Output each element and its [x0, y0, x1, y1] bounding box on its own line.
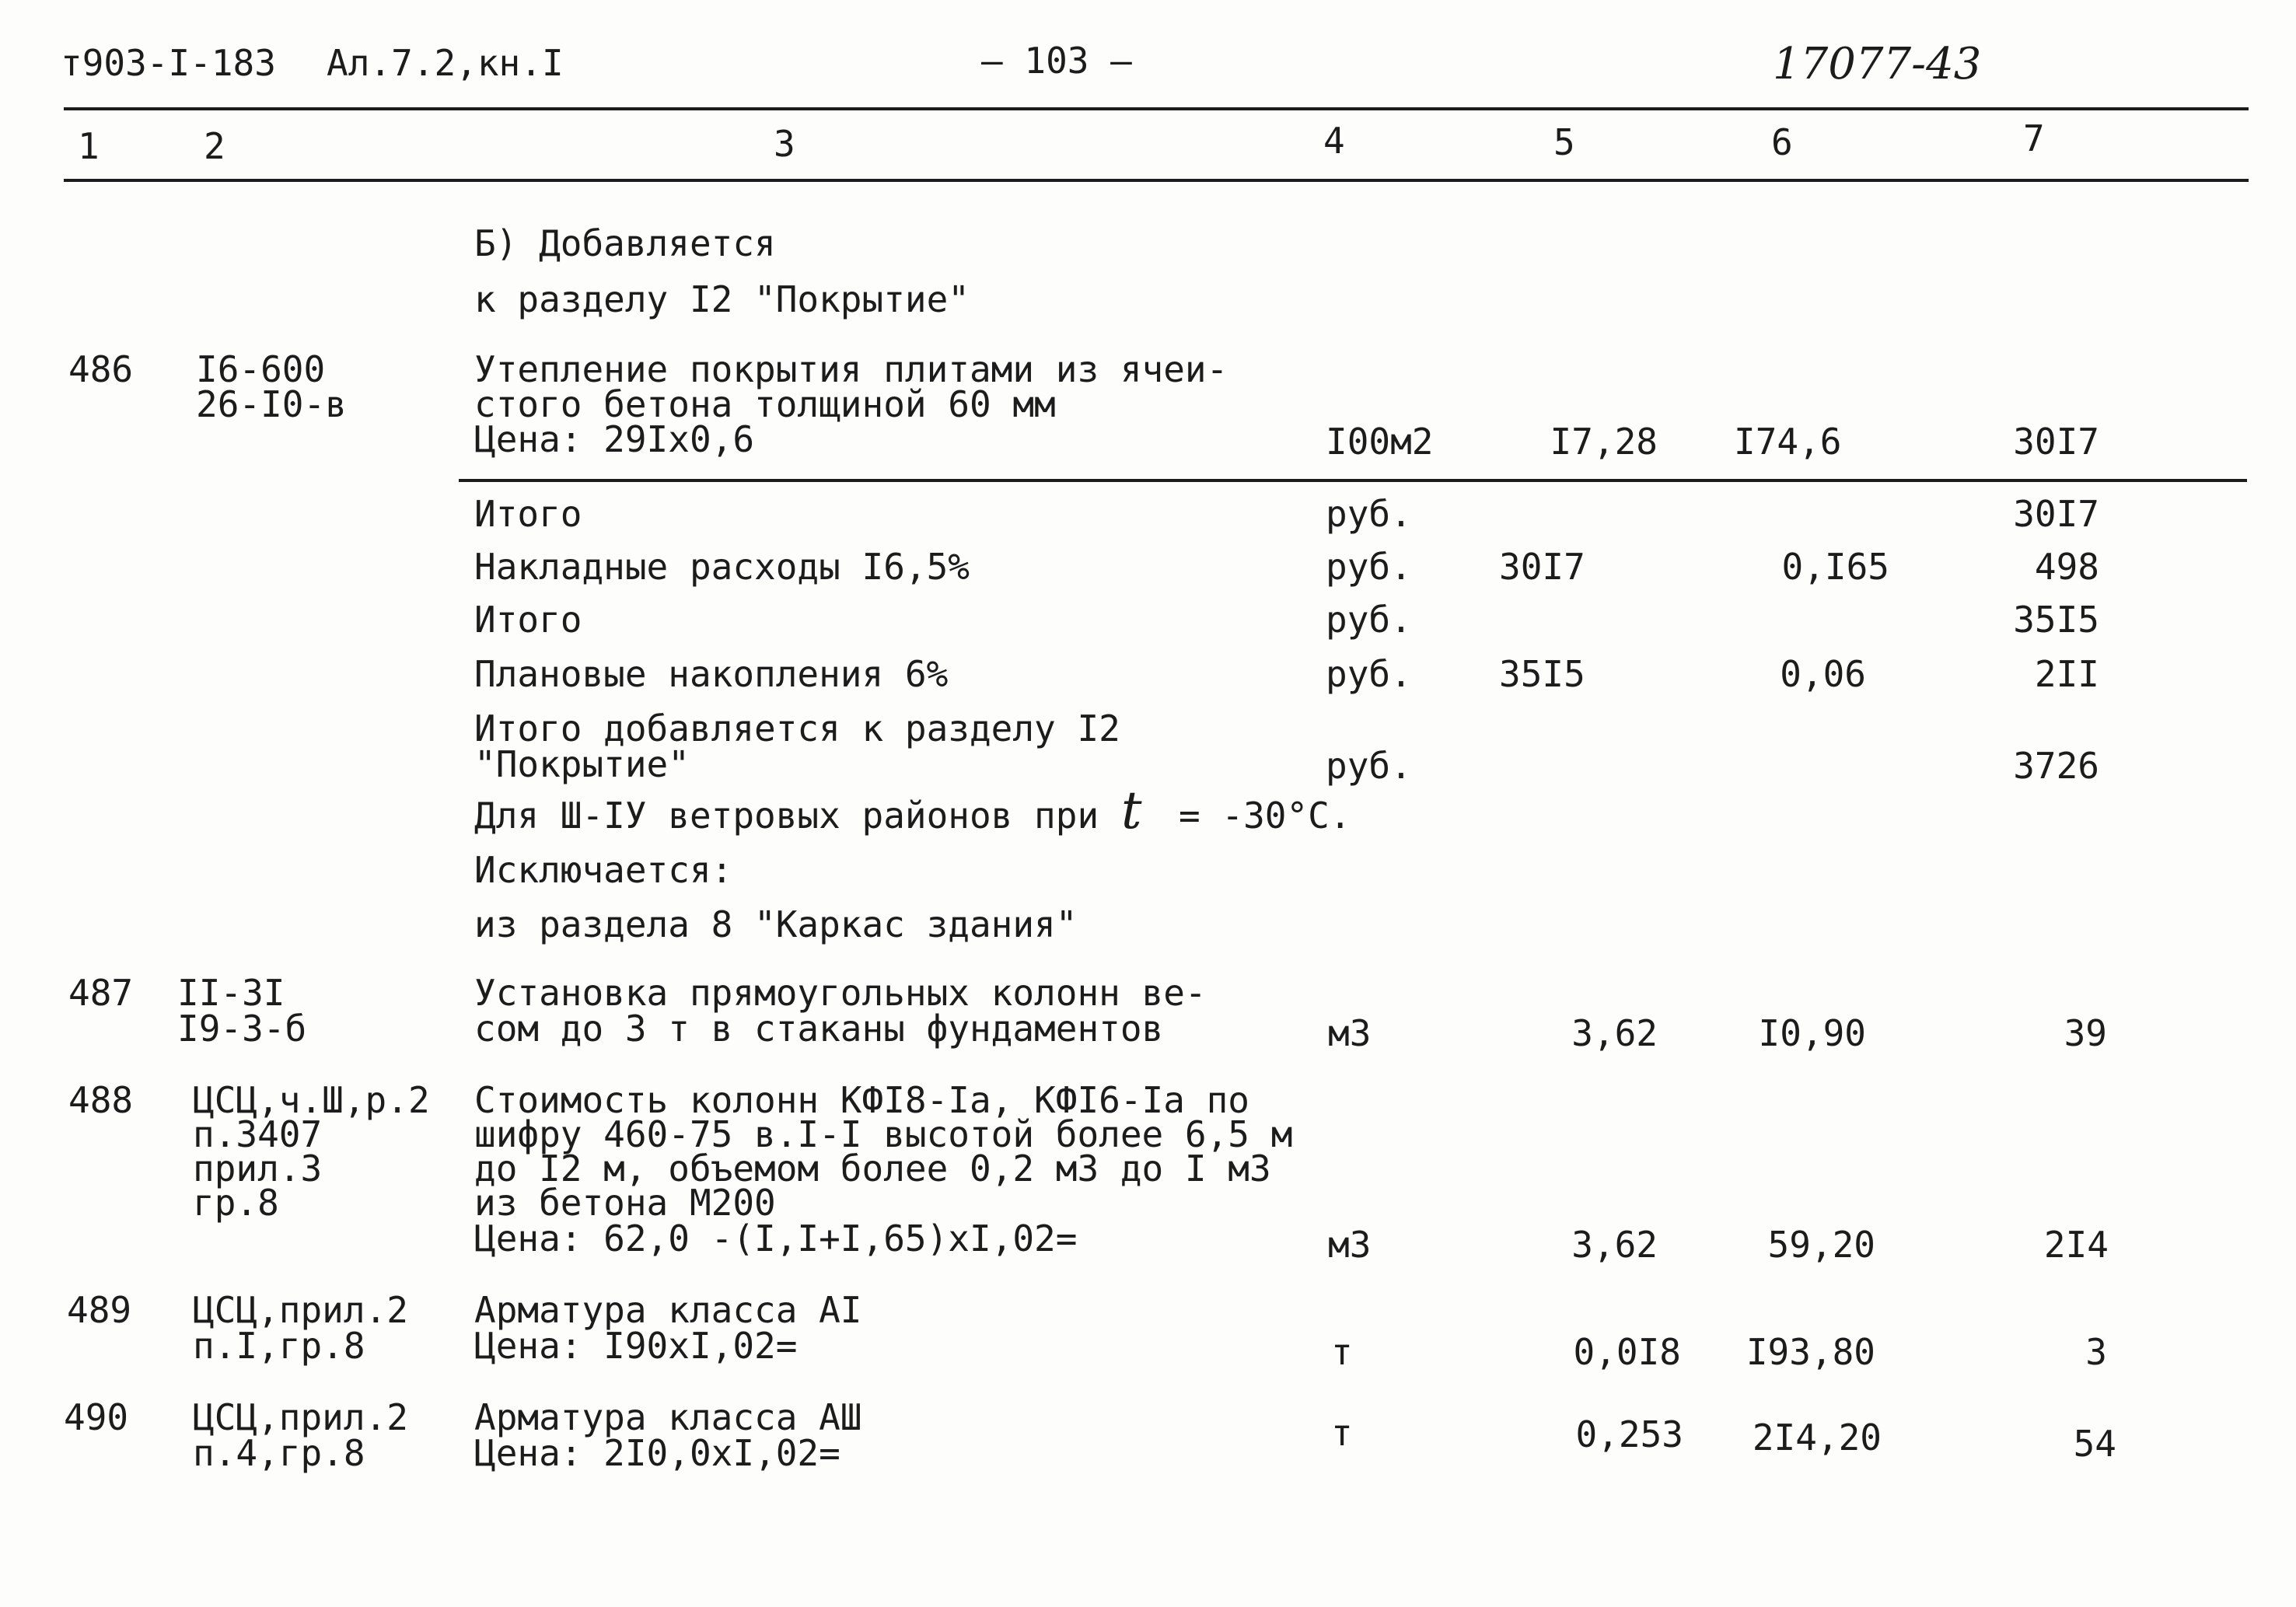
item-unit: т	[1331, 1412, 1353, 1454]
summary-grand-total: 3726	[2013, 745, 2099, 787]
item-code-line: п.4,гр.8	[193, 1432, 365, 1474]
document-code: т903-I-183	[61, 42, 276, 84]
item-description-line: Стоимость колонн КФI8-Iа, КФI6-Iа по	[474, 1079, 1249, 1121]
item-code-line: I9-3-б	[177, 1008, 307, 1050]
excluded-subtitle: из раздела 8 "Каркас здания"	[474, 903, 1078, 945]
section-subtitle: к разделу I2 "Покрытие"	[474, 278, 970, 320]
summary-quantity: 30I7	[1499, 546, 1585, 588]
summary-label: Плановые накопления 6%	[474, 653, 949, 695]
item-total: 39	[2064, 1012, 2107, 1054]
item-price-formula: Цена: I90хI,02=	[474, 1325, 798, 1367]
summary-unit: руб.	[1326, 653, 1412, 695]
column-number-6: 6	[1771, 121, 1793, 163]
item-quantity: 0,253	[1575, 1413, 1683, 1455]
item-unit-price: I0,90	[1758, 1012, 1866, 1054]
wind-note-temperature: = -30°С.	[1179, 795, 1351, 837]
summary-rule	[459, 479, 2247, 482]
column-number-7: 7	[2023, 117, 2045, 159]
item-quantity: 3,62	[1571, 1224, 1658, 1266]
item-description-line: до I2 м, объемом более 0,2 м3 до I м3	[474, 1148, 1271, 1190]
item-description-line: сом до 3 т в стаканы фундаментов	[474, 1008, 1164, 1050]
item-unit: т	[1331, 1331, 1353, 1373]
item-quantity: 0,0I8	[1573, 1331, 1681, 1373]
item-code-line: I6-600	[196, 348, 326, 390]
item-description-line: Утепление покрытия плитами из ячеи-	[474, 348, 1228, 390]
item-code-line: п.3407	[193, 1113, 323, 1155]
item-code-line: 26-I0-в	[196, 383, 347, 425]
item-unit-price: 2I4,20	[1752, 1417, 1882, 1459]
item-price-formula: Цена: 29Iх0,6	[474, 418, 755, 460]
summary-rate: 0,I65	[1781, 546, 1889, 588]
summary-unit: руб.	[1326, 546, 1412, 588]
item-price-formula: Цена: 62,0 -(I,I+I,65)хI,02=	[474, 1217, 1078, 1259]
item-unit-price: I93,80	[1746, 1331, 1875, 1373]
column-number-1: 1	[78, 125, 100, 167]
summary-unit: руб.	[1326, 599, 1412, 641]
summary-total: 35I5	[2013, 599, 2099, 641]
summary-label: Итого	[474, 599, 582, 641]
column-number-5: 5	[1553, 121, 1575, 163]
summary-total: 30I7	[2013, 493, 2099, 535]
summary-unit: руб.	[1326, 493, 1412, 535]
archive-number: 17077-43	[1773, 39, 1982, 89]
item-number: 490	[64, 1396, 129, 1438]
summary-label: Итого	[474, 493, 582, 535]
summary-quantity: 35I5	[1499, 653, 1585, 695]
item-total: 30I7	[2013, 421, 2099, 463]
item-description-line: из бетона М200	[474, 1182, 776, 1224]
summary-total-unit: руб.	[1326, 745, 1412, 787]
item-description-line: шифру 460-75 в.I-I высотой более 6,5 м	[474, 1113, 1293, 1155]
wind-note-text: Для Ш-IУ ветровых районов при	[474, 795, 1099, 837]
item-code-line: ЦСЦ,прил.2	[193, 1289, 408, 1331]
album-reference: Ал.7.2,кн.I	[327, 42, 564, 84]
summary-label: Накладные расходы I6,5%	[474, 546, 970, 588]
item-unit-price: 59,20	[1767, 1224, 1875, 1266]
item-quantity: 3,62	[1571, 1012, 1658, 1054]
section-title: Б) Добавляется	[474, 222, 776, 264]
item-description-line: Установка прямоугольных колонн ве-	[474, 972, 1207, 1014]
item-unit: м3	[1328, 1012, 1372, 1054]
temperature-symbol: t	[1121, 781, 1142, 840]
item-description-line: Арматура класса АШ	[474, 1396, 862, 1438]
page-number: — 103 —	[981, 40, 1132, 82]
item-code-line: гр.8	[193, 1182, 279, 1224]
summary-total: 2II	[2034, 653, 2099, 695]
item-number: 486	[68, 348, 134, 390]
item-number: 487	[68, 972, 134, 1014]
summary-total: 498	[2034, 546, 2099, 588]
item-code-line: II-3I	[177, 972, 285, 1014]
item-description-line: Арматура класса АI	[474, 1289, 862, 1331]
summary-total-label: "Покрытие"	[474, 743, 690, 785]
column-number-3: 3	[774, 123, 795, 165]
item-code-line: п.I,гр.8	[193, 1325, 365, 1367]
item-code-line: прил.3	[193, 1148, 323, 1190]
item-quantity: I7,28	[1550, 421, 1658, 463]
column-number-4: 4	[1323, 120, 1345, 162]
item-unit-price: I74,6	[1734, 421, 1842, 463]
excluded-title: Исключается:	[474, 849, 733, 891]
item-number: 488	[68, 1079, 134, 1121]
item-unit: I00м2	[1326, 421, 1434, 463]
column-number-2: 2	[204, 125, 225, 167]
summary-total-label: Итого добавляется к разделу I2	[474, 707, 1120, 749]
item-description-line: стого бетона толщиной 60 мм	[474, 383, 1056, 425]
item-number: 489	[67, 1289, 132, 1331]
item-total: 3	[2085, 1331, 2107, 1373]
summary-rate: 0,06	[1780, 653, 1866, 695]
item-code-line: ЦСЦ,ч.Ш,р.2	[193, 1079, 430, 1121]
header-bottom-rule	[64, 179, 2249, 182]
item-total: 2I4	[2043, 1224, 2109, 1266]
item-code-line: ЦСЦ,прил.2	[193, 1396, 408, 1438]
header-top-rule	[64, 107, 2249, 110]
item-total: 54	[2073, 1423, 2116, 1465]
item-price-formula: Цена: 2I0,0хI,02=	[474, 1432, 840, 1474]
item-unit: м3	[1328, 1224, 1372, 1266]
